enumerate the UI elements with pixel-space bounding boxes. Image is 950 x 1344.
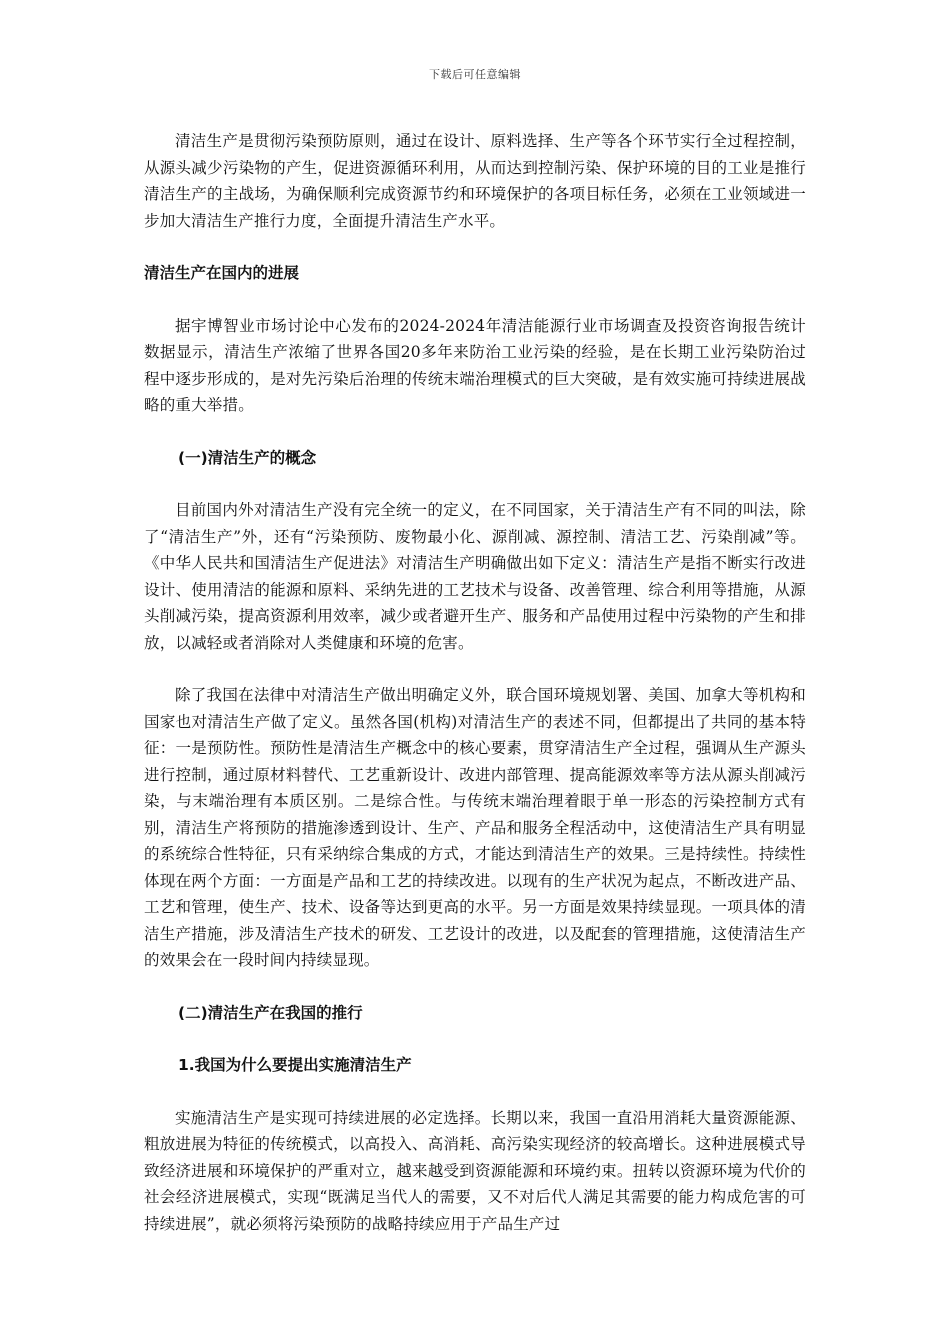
subheading-promotion: (二)清洁生产在我国的推行 xyxy=(178,1003,363,1022)
document-body xyxy=(144,128,806,1237)
subheading-concept: (一)清洁生产的概念 xyxy=(178,448,317,467)
concept-paragraph-2: 除了我国在法律中对清洁生产做出明确定义外，联合国环境规划署、美国、加拿大等机构和国家也对清洁生产做了定义。虽然各国(机构)对清洁生产的表述不同，但都提出了共同的基本特征：一是预防性。预防性是清洁生产概念中的核心要素，贯穿清洁生产全过程，强调从生产源头进行控制，通过原材料替代、工艺重新设计、改进内部管理、提高能源效率等方法从源头削减污染，与末端治理有本质区别。二是综合性。与传统末端治理着眼于单一形态的污染控制方式有别，清洁生产将预防的措施渗透到设计、生产、产品和服务全程活动中，这使清洁生产具有明显的系统综合性特征，只有采纳综合集成的方式，才能达到清洁生产的效果。三是持续性。持续性体现在两个方面：一方面是产品和工艺的持续改进。以现有的生产状况为起点，不断改进产品、工艺和管理，使生产、技术、设备等达到更高的水平。另一方面是效果持续显现。一项具体的清洁生产措施，涉及清洁生产技术的研发、工艺设计的改进，以及配套的管理措施，这使清洁生产的效果会在一段时间内持续显现。 xyxy=(144,686,806,969)
concept-paragraph-1: 目前国内外对清洁生产没有完全统一的定义，在不同国家，关于清洁生产有不同的叫法，除了“清洁生产”外，还有“污染预防、废物最小化、源削减、源控制、清洁工艺、污染削减”等。《中华人民共和国清洁生产促进法》对清洁生产明确做出如下定义：清洁生产是指不断实行改进设计、使用清洁的能源和原料、采纳先进的工艺技术与设备、改善管理、综合利用等措施，从源头削减污染，提高资源利用效率，减少或者避开生产、服务和产品使用过程中污染物的产生和排放，以减轻或者消除对人类健康和环境的危害。 xyxy=(144,501,806,652)
page-header: 下载后可任意编辑 xyxy=(429,68,521,81)
section-heading-domestic-progress: 清洁生产在国内的进展 xyxy=(144,264,300,282)
intro-paragraph: 清洁生产是贯彻污染预防原则，通过在设计、原料选择、生产等各个环节实行全过程控制，从源头减少污染物的产生，促进资源循环利用，从而达到控制污染、保护环境的目的工业是推行清洁生产的主战场，为确保顺利完成资源节约和环境保护的各项目标任务，必须在工业领域进一步加大清洁生产推行力度，全面提升清洁生产水平。 xyxy=(144,132,806,230)
subheading-why-implement: 1.我国为什么要提出实施清洁生产 xyxy=(178,1056,412,1074)
domestic-progress-paragraph: 据宇博智业市场讨论中心发布的2024-2024年清洁能源行业市场调查及投资咨询报告统计数据显示，清洁生产浓缩了世界各国20多年来防治工业污染的经验，是在长期工业污染防治过程中逐步形成的，是对先污染后治理的传统末端治理模式的巨大突破，是有效实施可持续进展战略的重大举措。 xyxy=(144,316,806,414)
why-implement-paragraph: 实施清洁生产是实现可持续进展的必定选择。长期以来，我国一直沿用消耗大量资源能源、粗放进展为特征的传统模式，以高投入、高消耗、高污染实现经济的较高增长。这种进展模式导致经济进展和环境保护的严重对立，越来越受到资源能源和环境约束。扭转以资源环境为代价的社会经济进展模式，实现“既满足当代人的需要，又不对后代人满足其需要的能力构成危害的可持续进展”，就必须将污染预防的战略持续应用于产品生产过 xyxy=(144,1108,806,1233)
